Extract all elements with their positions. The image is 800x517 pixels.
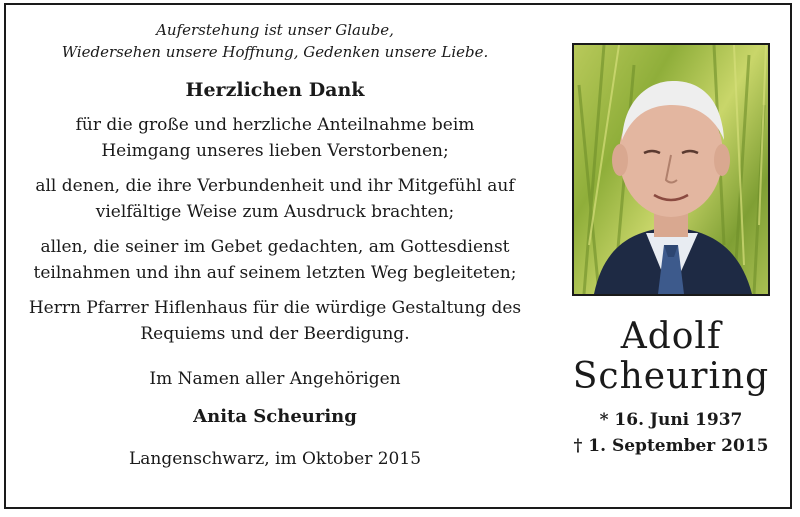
portrait-illustration: [574, 45, 768, 294]
motto-line: Auferstehung ist unser Glaube,: [156, 21, 394, 39]
place-date: Langenschwarz, im Oktober 2015: [128, 449, 422, 469]
first-name: Adolf: [620, 316, 722, 357]
paragraph-line: allen, die seiner im Gebet gedachten, am Gottesdienst: [40, 237, 510, 257]
deceased-info: [546, 317, 796, 459]
death-date: † 1. September 2015: [573, 436, 769, 456]
signer-name: Anita Scheuring: [193, 406, 357, 427]
portrait-photo: [572, 43, 770, 296]
life-dates: [546, 407, 796, 459]
paragraph-line: für die große und herzliche Anteilnahme beim: [75, 115, 475, 135]
paragraph: [20, 295, 530, 347]
paragraph: [20, 173, 530, 225]
motto-line: Wiedersehen unsere Hoffnung, Gedenken unsere Liebe.: [61, 43, 489, 61]
paragraph: [20, 234, 530, 286]
birth-date: * 16. Juni 1937: [599, 410, 743, 430]
heading: Herzlichen Dank: [185, 79, 365, 101]
on-behalf-line: Im Namen aller Angehörigen: [149, 369, 401, 389]
paragraph-line: vielfältige Weise zum Ausdruck brachten;: [95, 202, 455, 222]
paragraph-line: all denen, die ihre Verbundenheit und ihr Mitgefühl auf: [35, 176, 515, 196]
paragraph: [20, 112, 530, 164]
motto: [20, 19, 530, 63]
paragraph-line: Heimgang unseres lieben Verstorbenen;: [101, 141, 449, 161]
obituary-card: [4, 3, 792, 509]
last-name: Scheuring: [572, 356, 770, 397]
paragraph-line: teilnahmen und ihn auf seinem letzten Weg begleiteten;: [33, 263, 517, 283]
paragraph-line: Herrn Pfarrer Hiflenhaus für die würdige Gestaltung des: [28, 298, 522, 318]
thank-you-text: [20, 15, 530, 472]
paragraph-line: Requiems und der Beerdigung.: [140, 324, 410, 344]
